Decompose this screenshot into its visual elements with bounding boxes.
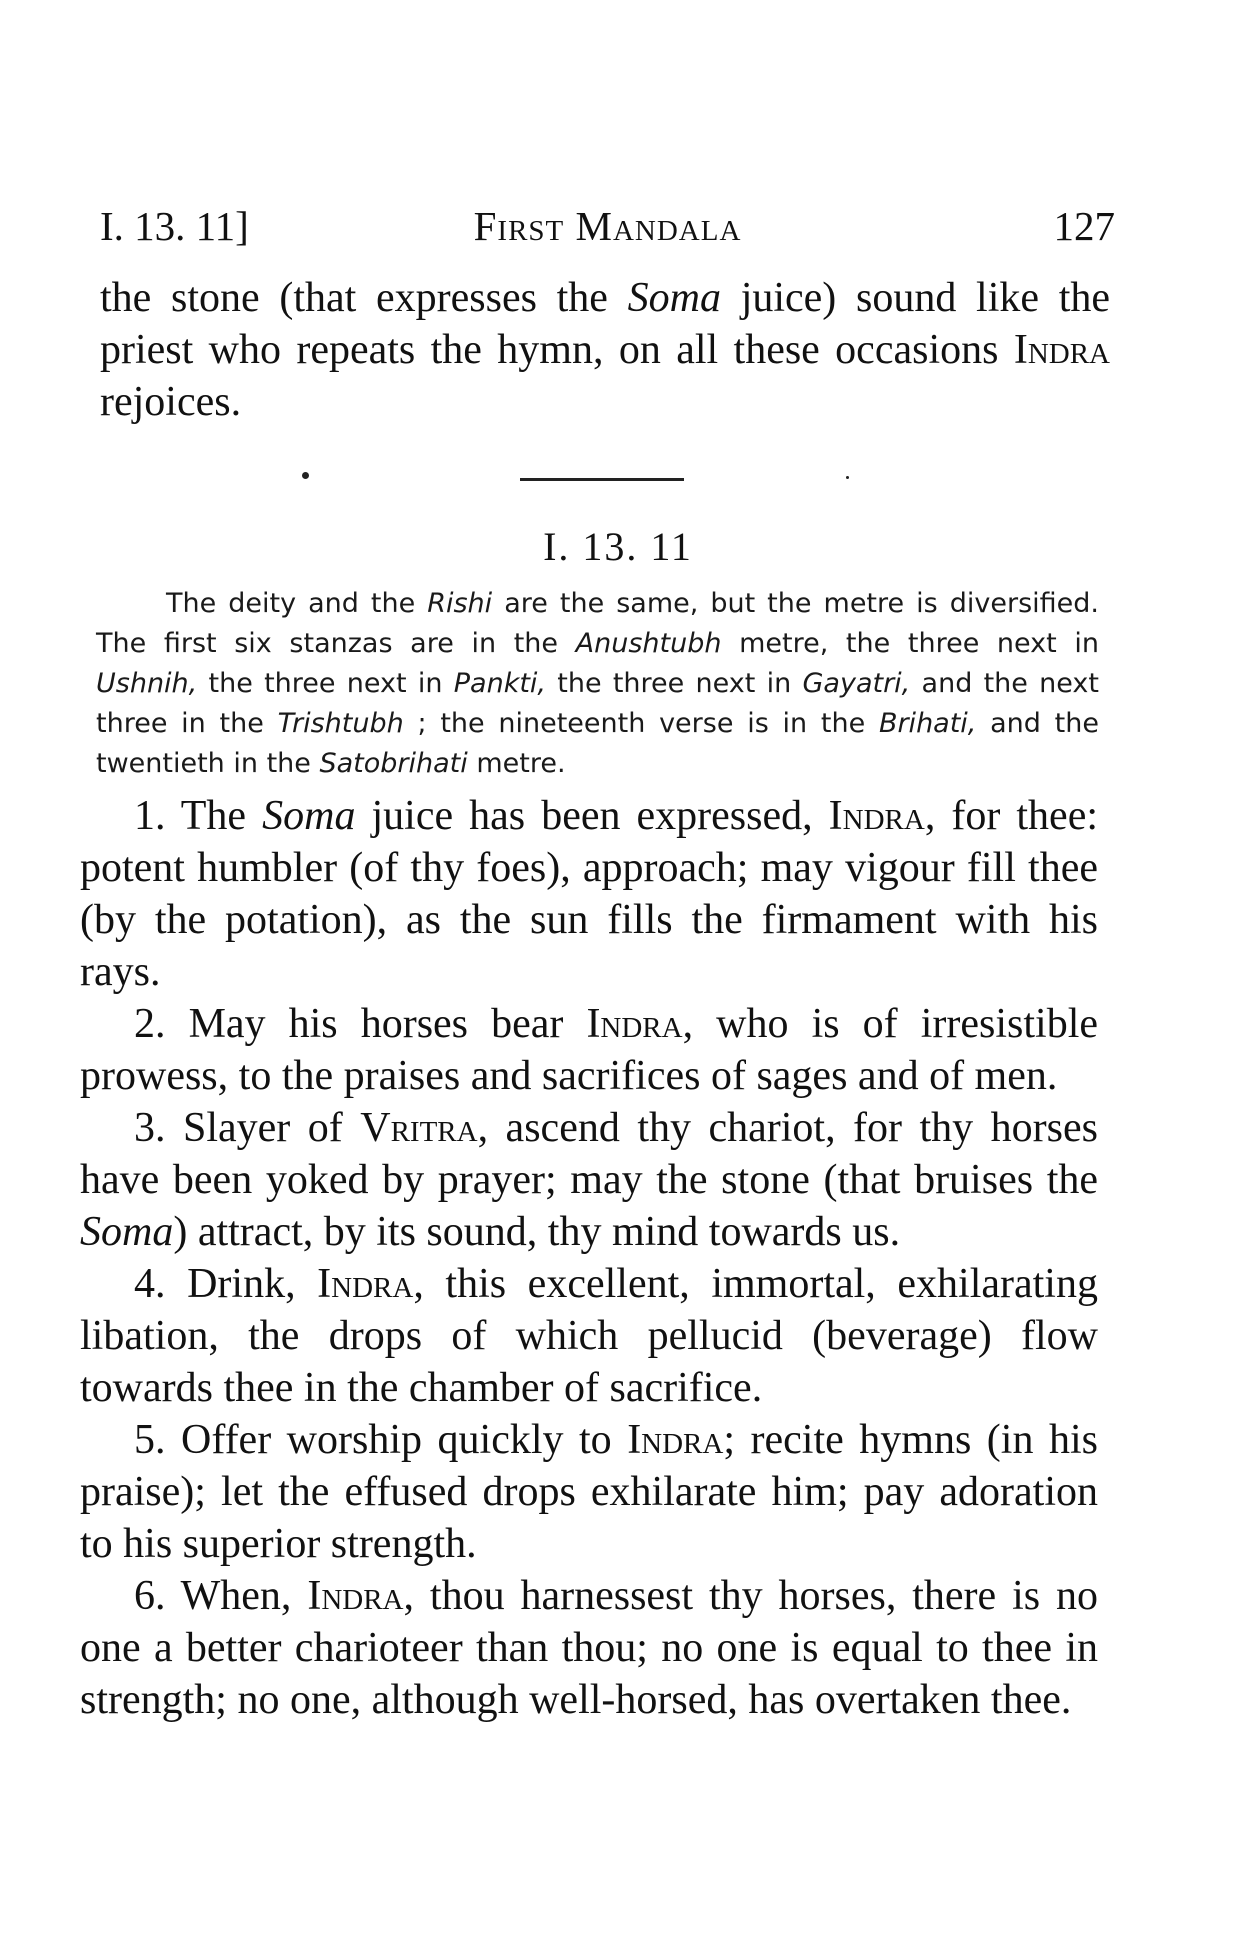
- section-intro-note: [96, 584, 1099, 784]
- verse-1: [80, 790, 1098, 998]
- continuation-text: rejoices.: [100, 379, 242, 425]
- indra-name: Indra,: [828, 793, 936, 839]
- indra-name: Indra,: [317, 1261, 424, 1307]
- indra-name: Indra: [627, 1417, 724, 1463]
- verse-number: 6.: [134, 1573, 166, 1619]
- intro-text: are the same, but the metre is diversified. The first six stanzas are in the: [96, 588, 1099, 659]
- print-speck: [846, 476, 849, 479]
- verse-text: for thee: potent humbler (of thy foes), approach; may vigour fill thee (by the potation), as the sun fills the firmament with his rays.: [80, 793, 1098, 995]
- intro-term: Brihati,: [878, 708, 977, 739]
- intro-text: ; the nineteenth verse is in the: [403, 708, 879, 739]
- verse-text: The: [165, 793, 263, 839]
- verse-text: Offer worship quickly to: [165, 1417, 628, 1463]
- intro-term: Trishtubh: [277, 708, 404, 739]
- intro-term: Gayatri,: [802, 668, 911, 699]
- verse-text: ; recite hymns (in his praise); let the effused drops exhilarate him; pay adoration to his superior strength.: [80, 1417, 1098, 1567]
- intro-term: Satobrihati: [319, 748, 468, 779]
- continuation-paragraph: [100, 272, 1110, 428]
- verse-text: ) attract, by its sound, thy mind towards us.: [173, 1209, 901, 1255]
- print-speck: [302, 472, 309, 479]
- intro-text: metre.: [467, 748, 566, 779]
- running-header-reference: I. 13. 11]: [100, 203, 249, 249]
- verse-text: When,: [165, 1573, 308, 1619]
- intro-text: The deity and the: [166, 588, 428, 619]
- verse-text: thou harnessest thy horses, there is no one a better charioteer than thou; no one is equal to thee in strength; no one, although well-horsed, has overtaken thee.: [80, 1573, 1098, 1723]
- continuation-text: the stone (that expresses the: [100, 275, 628, 321]
- verse-text: May his horses bear: [165, 1001, 587, 1047]
- intro-term: Ushnih,: [96, 668, 198, 699]
- verse-number: 5.: [134, 1417, 166, 1463]
- vritra-name: Vritra,: [360, 1105, 489, 1151]
- intro-text: the three next in: [197, 668, 454, 699]
- verse-text: Drink,: [165, 1261, 318, 1307]
- intro-term: Anushtubh: [575, 628, 722, 659]
- intro-text: and the next three in the: [96, 668, 1099, 739]
- soma-term: Soma: [627, 275, 721, 321]
- verse-2: [80, 998, 1098, 1102]
- indra-name: Indra: [1013, 327, 1110, 373]
- soma-term: Soma: [80, 1209, 174, 1255]
- verse-number: 2.: [134, 1001, 166, 1047]
- verse-4: [80, 1258, 1098, 1414]
- running-header: [100, 196, 1115, 256]
- verse-text: this excellent, immortal, exhilarating libation, the drops of which pellucid (beverage) flow towards thee in the chamber of sacrifice.: [80, 1261, 1098, 1411]
- intro-text: the three next in: [546, 668, 803, 699]
- intro-text: and the twentieth in the: [96, 708, 1099, 779]
- indra-name: Indra,: [307, 1573, 414, 1619]
- indra-name: Indra,: [586, 1001, 694, 1047]
- verse-number: 1.: [134, 793, 166, 839]
- verse-3: [80, 1102, 1098, 1258]
- continuation-text: juice) sound like the priest who repeats the hymn, on all these occasions: [100, 275, 1111, 373]
- verse-text: juice has been expressed,: [355, 793, 829, 839]
- intro-term: Rishi: [427, 588, 493, 619]
- section-heading: I. 13. 11: [543, 524, 693, 569]
- verse-number: 3.: [134, 1105, 166, 1151]
- section-divider: [520, 478, 684, 481]
- running-header-title: First Mandala: [473, 203, 742, 249]
- intro-text: metre, the three next in: [721, 628, 1099, 659]
- print-specks: [0, 464, 1236, 484]
- verse-6: [80, 1570, 1098, 1726]
- verse-list: [80, 790, 1098, 1726]
- verse-5: [80, 1414, 1098, 1570]
- verse-number: 4.: [134, 1261, 166, 1307]
- verse-text: who is of irresistible prowess, to the praises and sacrifices of sages and of men.: [80, 1001, 1099, 1099]
- verse-text: ascend thy chariot, for thy horses have been yoked by prayer; may the stone (that bruises the: [80, 1105, 1098, 1203]
- soma-term: Soma: [262, 793, 356, 839]
- intro-term: Pankti,: [453, 668, 546, 699]
- verse-text: Slayer of: [165, 1105, 361, 1151]
- page-number: 127: [1053, 203, 1115, 249]
